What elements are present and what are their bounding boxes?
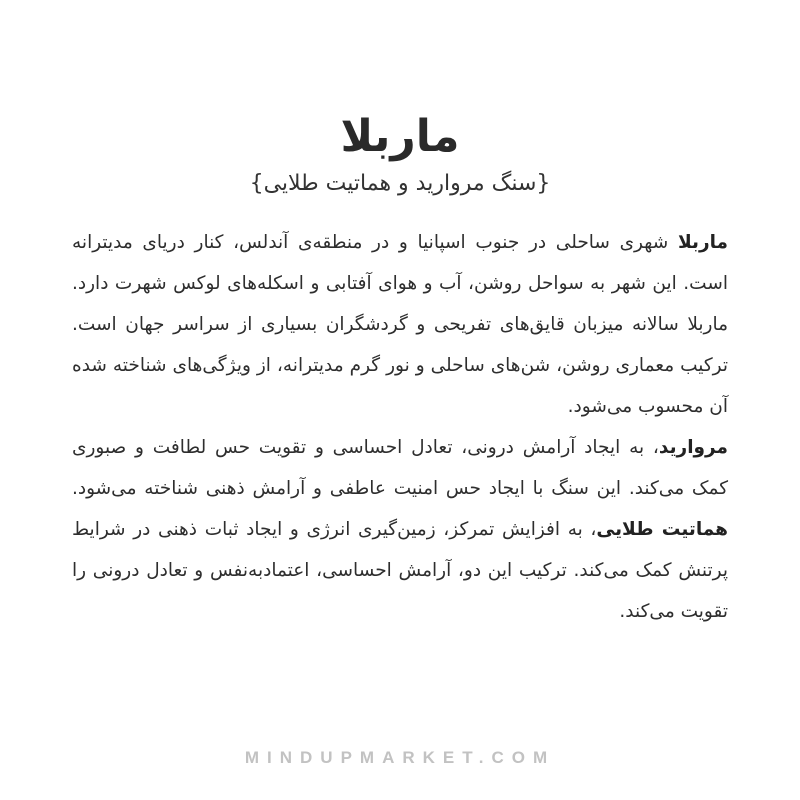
paragraph-marbella xyxy=(72,222,728,427)
paragraph-marbella-text: شهری ساحلی در جنوب اسپانیا و در منطقه‌ی آندلس، کنار دریای مدیترانه است. این شهر به سواحل روشن، آب و هوای آفتابی و اسکله‌های لوکس شهرت دارد. ماربلا سالانه میزبان قایق‌های تفریحی و گردشگران بسیاری از سراسر جهان است. ترکیب معماری روشن، شن‌های ساحلی و نور گرم مدیترانه، از ویژگی‌های شناخته شده آن محسوب می‌شود. xyxy=(72,232,728,417)
paragraph-marbella-bold: ماربلا xyxy=(677,232,728,253)
paragraph-stones xyxy=(72,427,728,632)
paragraph-hematite-bold: هماتیت طلایی xyxy=(596,519,728,540)
paragraph-hematite-text: ، به افزایش تمرکز، زمین‌گیری انرژی و ایجاد ثبات ذهنی در شرایط پرتنش کمک می‌کند. ترکیب این دو، آرامش احساسی، اعتمادبه‌نفس و تعادل درونی را تقویت می‌کند. xyxy=(72,519,728,622)
page-title: ماربلا xyxy=(340,111,460,163)
paragraph-pearl-bold: مروارید xyxy=(658,437,728,458)
body-text xyxy=(72,222,728,632)
footer-website: MINDUPMARKET.COM xyxy=(244,748,556,767)
page-subtitle: {سنگ مروارید و هماتیت طلایی} xyxy=(249,171,551,196)
paragraph-pearl-text: ، به ایجاد آرامش درونی، تعادل احساسی و تقویت حس لطافت و صبوری کمک می‌کند. این سنگ با ایجاد حس امنیت عاطفی و آرامش ذهنی شناخته می‌شود. xyxy=(72,437,728,499)
